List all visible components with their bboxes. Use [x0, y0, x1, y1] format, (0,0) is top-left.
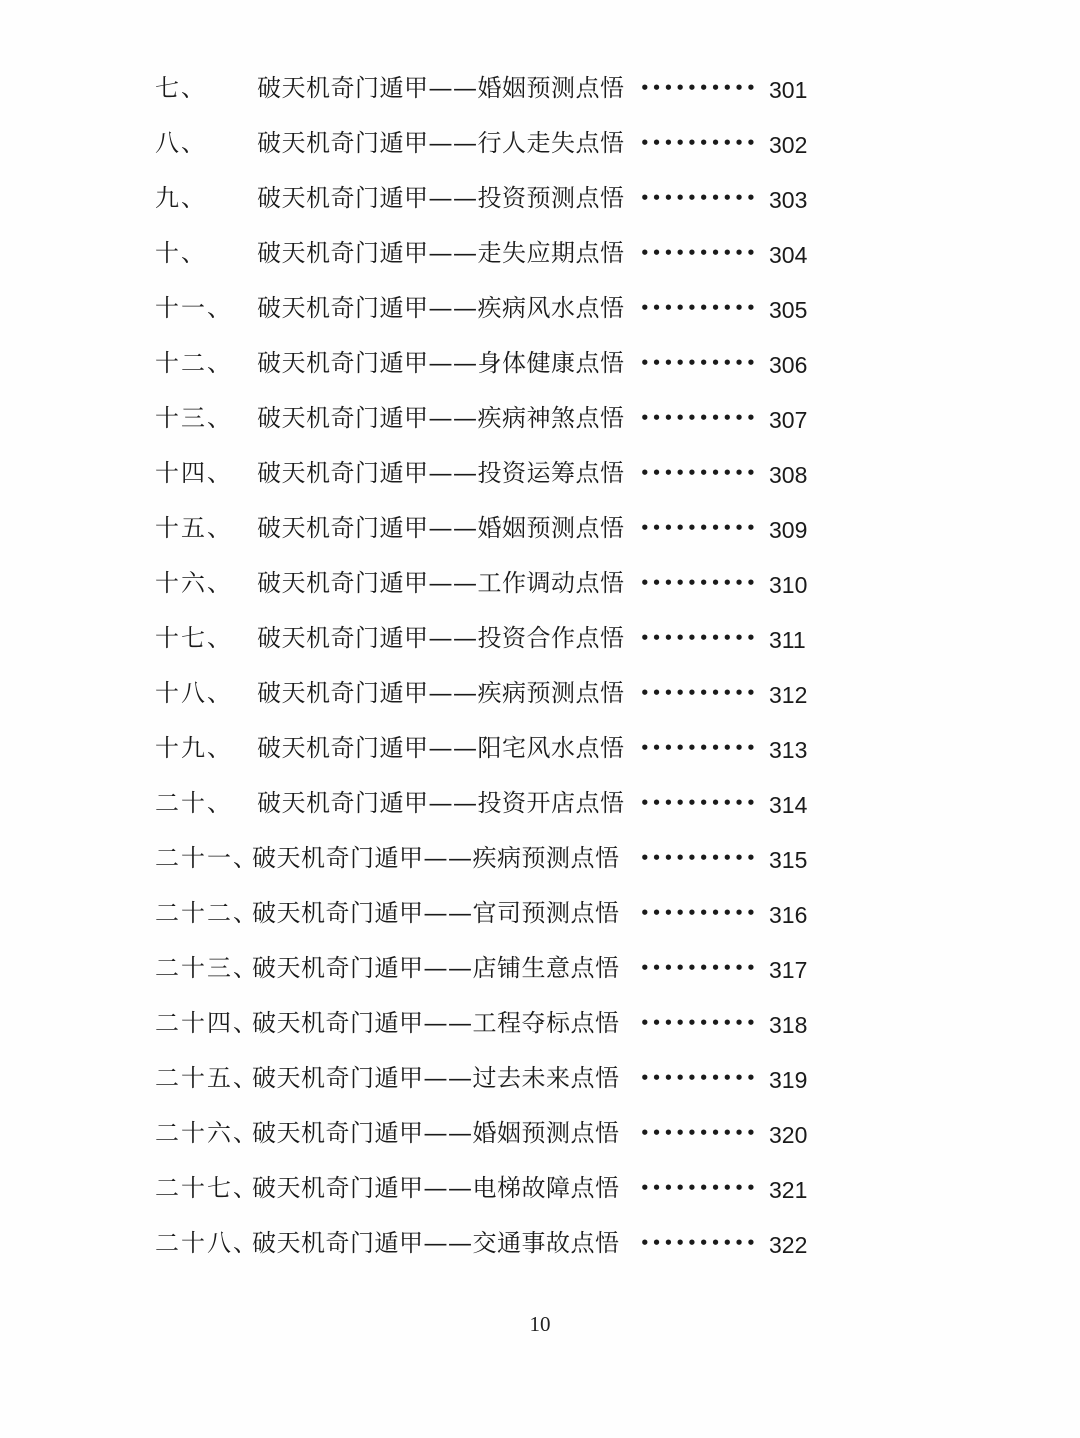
toc-entry-page-number: 302 [769, 132, 808, 158]
toc-entry [155, 231, 815, 286]
toc-entry-title: 破天机奇门遁甲——疾病预测点悟 [257, 679, 625, 707]
toc-entry-dot-leader: •••••••••• [640, 1069, 758, 1087]
toc-entry-number: 二十三、 [155, 954, 259, 982]
toc-entry-number: 七、 [155, 74, 207, 102]
toc-entry-dot-leader: •••••••••• [640, 244, 758, 262]
toc-entry-title: 破天机奇门遁甲——走失应期点悟 [257, 239, 625, 267]
toc-entry-title: 破天机奇门遁甲——疾病风水点悟 [257, 294, 625, 322]
toc-entry [155, 671, 815, 726]
toc-entry [155, 506, 815, 561]
toc-entry-title: 破天机奇门遁甲——投资运筹点悟 [257, 459, 625, 487]
toc-entry-dot-leader: •••••••••• [640, 684, 758, 702]
toc-entry [155, 176, 815, 231]
toc-entry-dot-leader: •••••••••• [640, 464, 758, 482]
toc-entry-number: 二十一、 [155, 844, 259, 872]
toc-entry-number: 二十八、 [155, 1229, 259, 1257]
toc-entry-page-number: 320 [769, 1122, 808, 1148]
toc-entry-page-number: 304 [769, 242, 808, 268]
toc-entry [155, 781, 815, 836]
toc-entry-title: 破天机奇门遁甲——婚姻预测点悟 [257, 514, 625, 542]
toc-entry-page-number: 316 [769, 902, 808, 928]
toc-entry [155, 836, 815, 891]
toc-entry-dot-leader: •••••••••• [640, 959, 758, 977]
toc-entry-title: 破天机奇门遁甲——身体健康点悟 [257, 349, 625, 377]
toc-entry-number: 十四、 [155, 459, 233, 487]
toc-entry-number: 二十二、 [155, 899, 259, 927]
toc-entry-number: 十三、 [155, 404, 233, 432]
toc-entry-dot-leader: •••••••••• [640, 134, 758, 152]
toc-entry-page-number: 309 [769, 517, 808, 543]
toc-entry-dot-leader: •••••••••• [640, 904, 758, 922]
table-of-contents [155, 66, 815, 1276]
toc-entry-number: 十七、 [155, 624, 233, 652]
toc-entry-page-number: 322 [769, 1232, 808, 1258]
toc-entry-page-number: 317 [769, 957, 808, 983]
toc-entry [155, 1111, 815, 1166]
toc-entry-title: 破天机奇门遁甲——疾病神煞点悟 [257, 404, 625, 432]
toc-entry-title: 破天机奇门遁甲——店铺生意点悟 [252, 954, 620, 982]
toc-entry-page-number: 307 [769, 407, 808, 433]
toc-entry-page-number: 314 [769, 792, 808, 818]
toc-entry-page-number: 315 [769, 847, 808, 873]
toc-entry [155, 1001, 815, 1056]
toc-entry-number: 二十六、 [155, 1119, 259, 1147]
toc-entry-number: 十、 [155, 239, 207, 267]
toc-entry-title: 破天机奇门遁甲——官司预测点悟 [252, 899, 620, 927]
toc-entry [155, 121, 815, 176]
toc-entry-dot-leader: •••••••••• [640, 409, 758, 427]
toc-entry-number: 二十四、 [155, 1009, 259, 1037]
toc-entry-page-number: 305 [769, 297, 808, 323]
toc-entry-page-number: 319 [769, 1067, 808, 1093]
toc-entry [155, 891, 815, 946]
toc-entry [155, 396, 815, 451]
toc-entry-title: 破天机奇门遁甲——投资预测点悟 [257, 184, 625, 212]
toc-entry-dot-leader: •••••••••• [640, 189, 758, 207]
toc-entry-title: 破天机奇门遁甲——阳宅风水点悟 [257, 734, 625, 762]
toc-entry-title: 破天机奇门遁甲——投资开店点悟 [257, 789, 625, 817]
toc-entry-dot-leader: •••••••••• [640, 1124, 758, 1142]
toc-entry-number: 十九、 [155, 734, 233, 762]
toc-entry-title: 破天机奇门遁甲——过去未来点悟 [252, 1064, 620, 1092]
toc-entry [155, 726, 815, 781]
toc-entry [155, 341, 815, 396]
toc-entry-number: 十一、 [155, 294, 233, 322]
toc-entry-number: 二十、 [155, 789, 233, 817]
page-number: 10 [529, 1312, 551, 1336]
toc-entry-dot-leader: •••••••••• [640, 1014, 758, 1032]
toc-entry-dot-leader: •••••••••• [640, 849, 758, 867]
toc-entry [155, 286, 815, 341]
toc-entry-page-number: 313 [769, 737, 808, 763]
toc-entry-title: 破天机奇门遁甲——工作调动点悟 [257, 569, 625, 597]
toc-entry [155, 561, 815, 616]
toc-entry-number: 二十七、 [155, 1174, 259, 1202]
toc-entry-page-number: 321 [769, 1177, 808, 1203]
toc-entry-page-number: 301 [769, 77, 808, 103]
toc-entry-title: 破天机奇门遁甲——电梯故障点悟 [252, 1174, 620, 1202]
toc-entry-page-number: 303 [769, 187, 808, 213]
toc-entry-number: 二十五、 [155, 1064, 259, 1092]
toc-entry-dot-leader: •••••••••• [640, 739, 758, 757]
toc-entry-title: 破天机奇门遁甲——婚姻预测点悟 [252, 1119, 620, 1147]
toc-entry [155, 66, 815, 121]
toc-entry [155, 1166, 815, 1221]
toc-entry-page-number: 318 [769, 1012, 808, 1038]
toc-entry-number: 八、 [155, 129, 207, 157]
toc-entry-title: 破天机奇门遁甲——投资合作点悟 [257, 624, 625, 652]
toc-entry-title: 破天机奇门遁甲——婚姻预测点悟 [257, 74, 625, 102]
toc-entry-number: 十二、 [155, 349, 233, 377]
toc-entry-dot-leader: •••••••••• [640, 794, 758, 812]
toc-entry-page-number: 308 [769, 462, 808, 488]
toc-entry-title: 破天机奇门遁甲——交通事故点悟 [252, 1229, 620, 1257]
toc-entry-page-number: 306 [769, 352, 808, 378]
toc-entry-dot-leader: •••••••••• [640, 1179, 758, 1197]
toc-entry-number: 十八、 [155, 679, 233, 707]
toc-entry-title: 破天机奇门遁甲——疾病预测点悟 [252, 844, 620, 872]
toc-entry [155, 616, 815, 671]
toc-entry-number: 十五、 [155, 514, 233, 542]
toc-entry [155, 1221, 815, 1276]
toc-entry [155, 451, 815, 506]
toc-entry-title: 破天机奇门遁甲——工程夺标点悟 [252, 1009, 620, 1037]
toc-entry-number: 十六、 [155, 569, 233, 597]
toc-entry [155, 1056, 815, 1111]
toc-entry-page-number: 310 [769, 572, 808, 598]
toc-entry [155, 946, 815, 1001]
toc-entry-dot-leader: •••••••••• [640, 519, 758, 537]
toc-entry-dot-leader: •••••••••• [640, 299, 758, 317]
toc-entry-title: 破天机奇门遁甲——行人走失点悟 [257, 129, 625, 157]
toc-entry-page-number: 312 [769, 682, 808, 708]
toc-entry-dot-leader: •••••••••• [640, 1234, 758, 1252]
toc-entry-number: 九、 [155, 184, 207, 212]
toc-entry-dot-leader: •••••••••• [640, 574, 758, 592]
toc-entry-dot-leader: •••••••••• [640, 354, 758, 372]
toc-entry-page-number: 311 [769, 627, 806, 653]
toc-entry-dot-leader: •••••••••• [640, 79, 758, 97]
toc-entry-dot-leader: •••••••••• [640, 629, 758, 647]
